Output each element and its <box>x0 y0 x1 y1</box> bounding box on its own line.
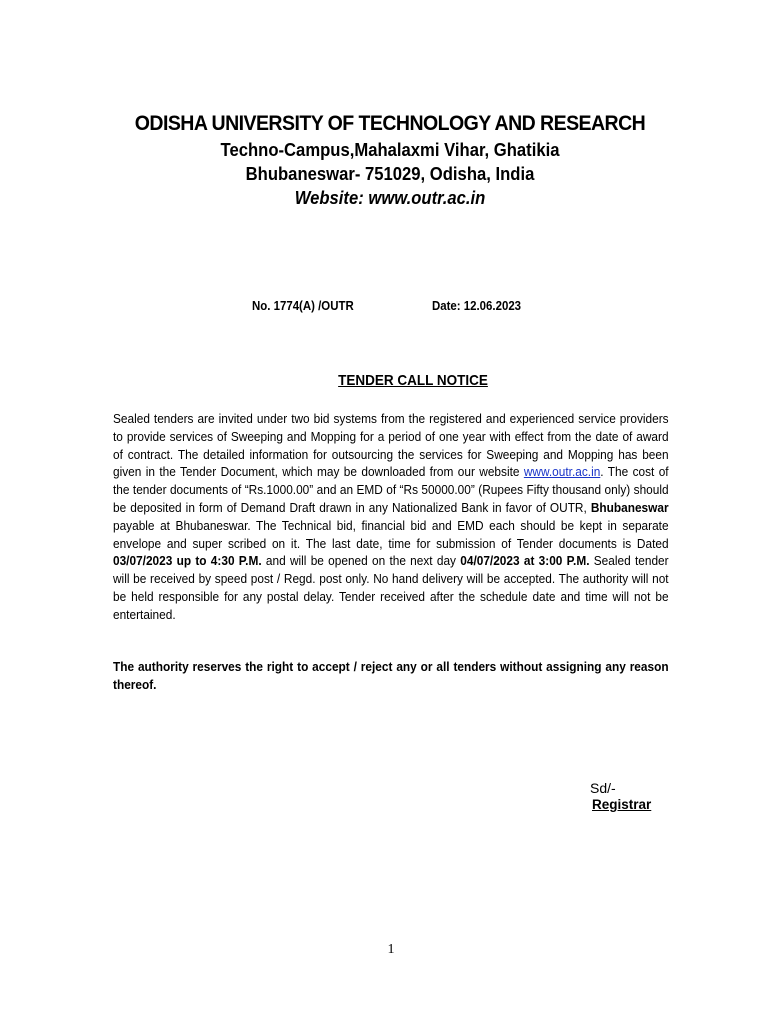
body-text-3: payable at Bhubaneswar. The Technical bid, financial bid and EMD each should be kept in separate envelope and super scribed on it. The last date, time for submission of Tender documents is Dated <box>113 517 669 551</box>
signatory-title: Registrar <box>592 797 652 812</box>
body-text-2: . The cost of the tender documents of “Rs.1000.00” and an EMD of “Rs 50000.00” (Rupees Fifty thousand only) should be deposited in form of Demand Draft drawn in any Nationalized Bank in favor of OUTR, <box>113 464 669 515</box>
reservation-clause: The authority reserves the right to accept / reject any or all tenders without assigning any reason thereof. <box>113 659 669 692</box>
website-line: Website: www.outr.ac.in <box>294 187 486 208</box>
address-line-2: Bhubaneswar- 751029, Odisha, India <box>245 163 535 184</box>
notice-title: TENDER CALL NOTICE <box>338 372 488 389</box>
address-line-1: Techno-Campus,Mahalaxmi Vihar, Ghatikia <box>220 139 560 160</box>
body-text-5: Sealed tender will be received by speed post / Regd. post only. No hand delivery will be accepted. The authority will not be held responsible for any postal delay. Tender received after the schedule date and time will not be entertained. <box>113 553 669 622</box>
university-name: ODISHA UNIVERSITY OF TECHNOLOGY AND RESEARCH <box>134 112 646 135</box>
signature-mark: Sd/- <box>590 780 616 796</box>
reference-number: No. 1774(A) /OUTR <box>252 298 354 313</box>
website-link[interactable]: www.outr.ac.in <box>523 464 601 480</box>
notice-body <box>113 410 669 624</box>
page-number: 1 <box>387 942 395 957</box>
body-text-1: Sealed tenders are invited under two bid systems from the registered and experienced service providers to provide services of Sweeping and Mopping for a period of one year with effect from the date of award of contract. The detailed information for outsourcing the services for Sweeping and Mopping has been given in the Tender Document, which may be downloaded from our website <box>113 411 669 480</box>
bank-city: Bhubaneswar <box>590 499 669 515</box>
last-date: 03/07/2023 up to 4:30 P.M. <box>113 553 262 569</box>
opening-date: 04/07/2023 at 3:00 P.M. <box>460 553 590 569</box>
reference-date: Date: 12.06.2023 <box>432 298 522 313</box>
body-text-4: and will be opened on the next day <box>261 553 461 569</box>
